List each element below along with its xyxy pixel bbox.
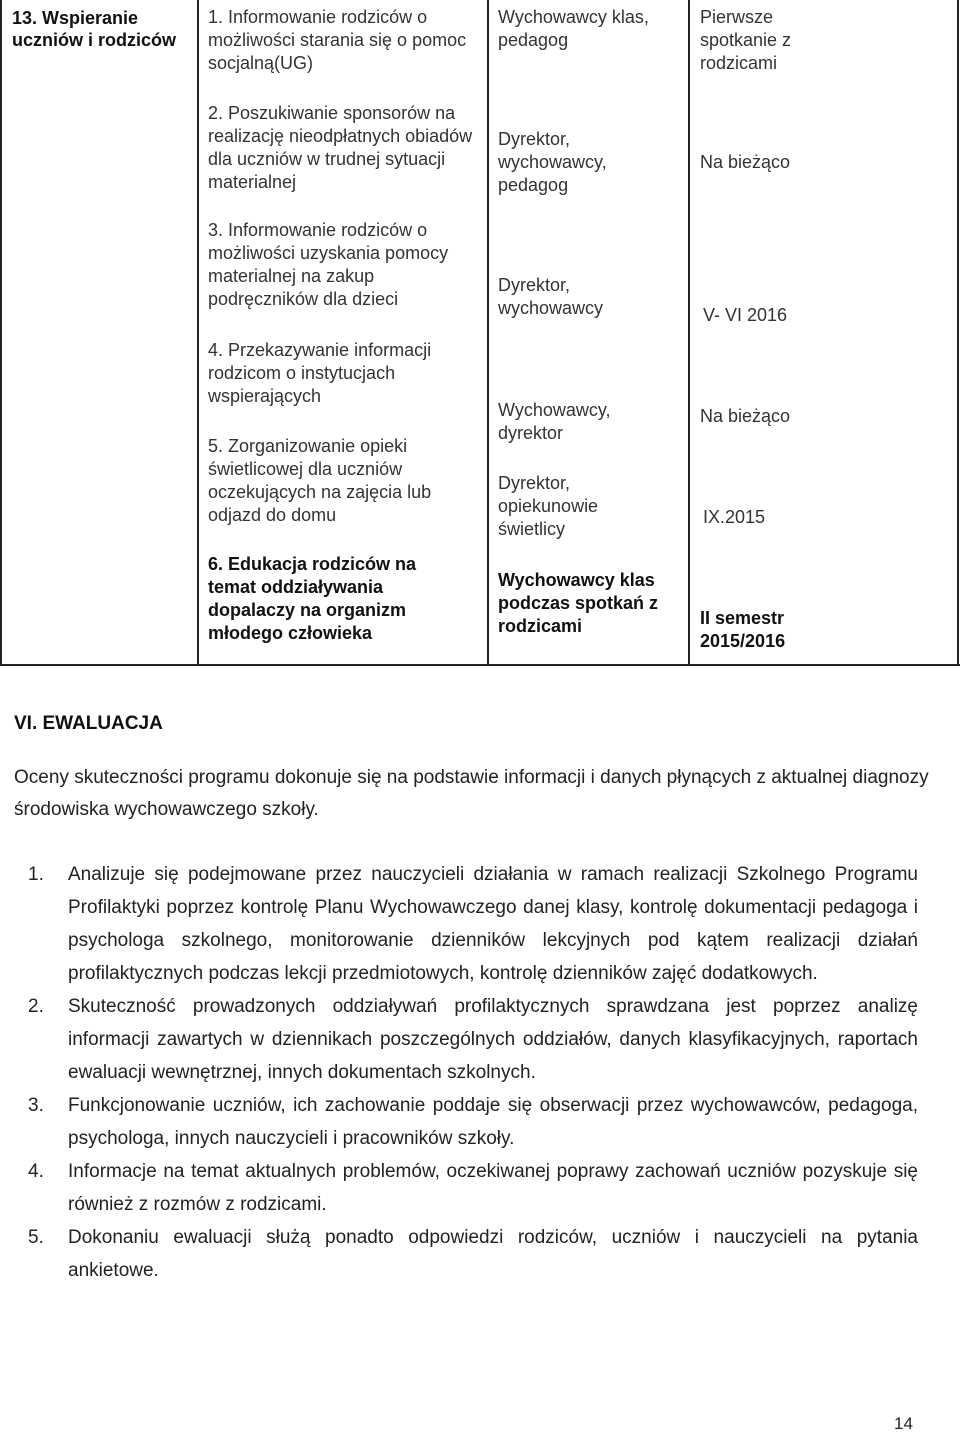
table-border-right [957, 0, 959, 666]
list-item [28, 1089, 918, 1155]
responsible-cell: Wychowawcy klas, pedagog [498, 7, 649, 50]
section-heading: VI. EWALUACJA [14, 713, 163, 734]
task-cell: 4. Przekazywanie informacji rodzicom o instytucjach wspierających [208, 340, 432, 406]
intro-paragraph: Oceny skuteczności programu dokonuje się na podstawie informacji i danych płynących z aktualnej diagnozy środowiska wychowawczego szkoły. [14, 767, 929, 820]
table-column-divider [688, 0, 690, 666]
list-number: 1. [28, 864, 44, 885]
table-border-left [0, 0, 2, 666]
deadline-cell: Pierwsze spotkanie z rodzicami [700, 7, 792, 73]
evaluation-list [28, 858, 918, 1287]
table-border-bottom [0, 664, 960, 666]
deadline-cell: Na bieżąco [700, 152, 791, 172]
list-number: 5. [28, 1227, 44, 1248]
list-number: 2. [28, 996, 44, 1017]
list-item [28, 990, 918, 1089]
responsible-cell: Wychowawcy klas podczas spotkań z rodzicami [498, 570, 659, 636]
list-text: Skuteczność prowadzonych oddziaływań profilaktycznych sprawdzana jest poprzez analizę informacji zawartych w dziennikach poszczególnych oddziałów, danych klasyfikacyjnych, raportach ewaluacji wewnętrznej, innych dokumentach szkolnych. [68, 996, 918, 1083]
responsible-cell: Wychowawcy, dyrektor [498, 400, 611, 443]
section-title-cell: 13. Wspieranie uczniów i rodziców [12, 8, 177, 50]
table-column-divider [487, 0, 489, 666]
table-column-divider [197, 0, 199, 666]
list-text: Dokonaniu ewaluacji służą ponadto odpowiedzi rodziców, uczniów i nauczycieli na pytania ankietowe. [68, 1227, 918, 1281]
deadline-cell: II semestr 2015/2016 [700, 608, 786, 651]
list-number: 4. [28, 1161, 44, 1182]
list-text: Analizuje się podejmowane przez nauczycieli działania w ramach realizacji Szkolnego Programu Profilaktyki poprzez kontrolę Planu Wychowawczego danej klasy, kontrolę dokumentacji pedagoga i psychologa szkolnego, monitorowanie dzienników lekcyjnych pod kątem realizacji działań profilaktycznych podczas lekcji przedmiotowych, kontrolę dzienników zajęć dodatkowych. [68, 864, 918, 984]
responsible-cell: Dyrektor, opiekunowie świetlicy [498, 473, 599, 539]
task-cell: 3. Informowanie rodziców o możliwości uzyskania pomocy materialnej na zakup podręczników dla dzieci [208, 220, 449, 309]
deadline-cell: Na bieżąco [700, 406, 791, 426]
page-number: 14 [894, 1414, 913, 1433]
responsible-cell: Dyrektor, wychowawcy [498, 275, 604, 318]
list-text: Informacje na temat aktualnych problemów, oczekiwanej poprawy zachowań uczniów pozyskuje się również z rozmów z rodzicami. [68, 1161, 918, 1215]
list-item [28, 858, 918, 990]
list-item [28, 1221, 918, 1287]
task-cell: 6. Edukacja rodziców na temat oddziaływania dopalaczy na organizm młodego człowieka [208, 554, 417, 643]
deadline-cell: V- VI 2016 [703, 305, 788, 325]
list-text: Funkcjonowanie uczniów, ich zachowanie poddaje się obserwacji przez wychowawców, pedagoga, psychologa, innych nauczycieli i pracowników szkoły. [68, 1095, 918, 1149]
task-cell: 5. Zorganizowanie opieki świetlicowej dla uczniów oczekujących na zajęcia lub odjazd do domu [208, 436, 432, 525]
responsible-cell: Dyrektor, wychowawcy, pedagog [498, 129, 607, 195]
list-item [28, 1155, 918, 1221]
task-cell: 1. Informowanie rodziców o możliwości starania się o pomoc socjalną(UG) [208, 7, 467, 73]
list-number: 3. [28, 1095, 44, 1116]
deadline-cell: IX.2015 [703, 507, 766, 527]
task-cell: 2. Poszukiwanie sponsorów na realizację nieodpłatnych obiadów dla uczniów w trudnej sytuacji materialnej [208, 103, 473, 192]
